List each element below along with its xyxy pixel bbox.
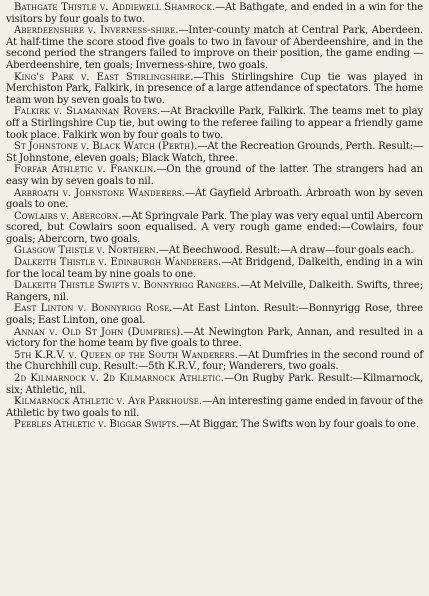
- match-report: [6, 25, 423, 71]
- match-body: —This Stirlingshire Cup tie was played in Merchiston Park, Falkirk, in presence of a large attendance of spectators. The home team won by seven goals to two.: [6, 71, 424, 106]
- match-heading: 2d Kilmarnock v. 2d Kilmarnock Athletic.: [14, 373, 224, 384]
- match-body: —At Beechwood. Result:—A draw—four goals each.: [158, 245, 414, 257]
- match-heading: Glasgow Thistle v. Northern.: [14, 245, 159, 257]
- match-report: [6, 350, 423, 373]
- match-body: —At Biggar. The Swifts won by four goals to one.: [179, 419, 419, 431]
- match-body: —On Rugby Park. Result:—Kilmarnock, six; Athletic, nil.: [6, 373, 424, 396]
- match-heading: 5th K.R.V. v. Queen of the South Wanderers.: [14, 349, 239, 361]
- match-report: [6, 164, 423, 187]
- match-report: [6, 373, 423, 396]
- match-heading: Dalkeith Thistle Swifts v. Bonnyrigg Rangers.: [14, 280, 240, 292]
- match-report: [6, 245, 423, 257]
- match-heading: East Linton v. Bonnyrigg Rose.: [14, 303, 173, 315]
- match-report: [6, 327, 423, 350]
- match-report: [6, 396, 423, 419]
- match-body: —At the Recreation Grounds, Perth. Result:—St Johnstone, eleven goals; Black Watch, three.: [6, 141, 423, 164]
- match-report: [6, 72, 423, 107]
- match-heading: Arbroath v. Johnstone Wanderers.: [14, 187, 186, 199]
- match-body: —At Melville, Dalkeith. Swifts, three; Rangers, nil.: [6, 280, 423, 303]
- match-heading: Falkirk v. Slamannan Rovers.: [14, 106, 161, 118]
- match-report: [6, 2, 423, 25]
- match-report: [6, 106, 423, 141]
- match-heading: King's Park v. East Stirlingshire.: [14, 71, 194, 83]
- match-body: —At Brackville Park, Falkirk. The teams met to play off a Stirlingshire Cup tie, but owing to the referee failing to appear a friendly game took place. Falkirk won by four goals to two.: [6, 106, 423, 141]
- match-report: [6, 419, 423, 431]
- match-heading: St Johnstone v. Black Watch (Perth).: [14, 141, 198, 153]
- match-body: —An interesting game ended in favour of the Athletic by two goals to nil.: [6, 396, 423, 419]
- match-report: [6, 280, 423, 303]
- match-body: —At Newington Park, Annan, and resulted in a victory for the home team by five goals to three.: [6, 326, 423, 350]
- match-report: [6, 303, 423, 326]
- match-heading: Kilmarnock Athletic v. Ayr Parkhouse.: [14, 396, 203, 408]
- match-report: [6, 257, 423, 280]
- match-report: [6, 141, 423, 164]
- match-heading: Cowlairs v. Abercorn.: [14, 210, 122, 222]
- match-body: —On the ground of the latter. The strangers had an easy win by seven goals to nil.: [6, 164, 423, 187]
- match-report: [6, 188, 423, 211]
- match-heading: Peebles Athletic v. Biggar Swifts.: [14, 419, 180, 431]
- match-body: —Inter-county match at Central Park, Aberdeen. At half-time the score stood five goals to two in favour of Aberdeenshire, and in the second period the strangers failed to improve on their position, the game ending —Aberdeenshire, ten goals; Inverness-shire, two goals.: [6, 25, 423, 71]
- match-body: —At Dumfries in the second round of the Churchhill cup. Result:—5th K.R.V., four; Wanderers, two goals.: [6, 349, 423, 373]
- match-heading: Dalkeith Thistle v. Edinburgh Wanderers.: [14, 257, 222, 269]
- match-heading: Aberdeenshire v. Inverness-shire.: [14, 25, 179, 37]
- match-heading: Bathgate Thistle v. Addiewell Shamrock.: [14, 2, 216, 13]
- match-body: —At East Linton. Result:—Bonnyrigg Rose, three goals; East Linton, one goal.: [6, 303, 423, 327]
- match-body: —At Bathgate, and ended in a win for the visitors by four goals to two.: [6, 2, 423, 25]
- match-body: —At Gayfield Arbroath. Arbroath won by seven goals to one.: [6, 187, 423, 211]
- match-body: —At Springvale Park. The play was very equal until Abercorn scored, but Cowlairs soon equalised. A very rough game ended:—Cowlairs, four goals; Abercorn, two goals.: [6, 210, 423, 245]
- match-body: —At Bridgend, Dalkeith, ending in a win for the local team by nine goals to one.: [6, 257, 423, 280]
- match-heading: Annan v. Old St John (Dumfries).: [14, 326, 184, 338]
- match-report: [6, 211, 423, 246]
- match-heading: Forfar Athletic v. Franklin.: [14, 164, 157, 176]
